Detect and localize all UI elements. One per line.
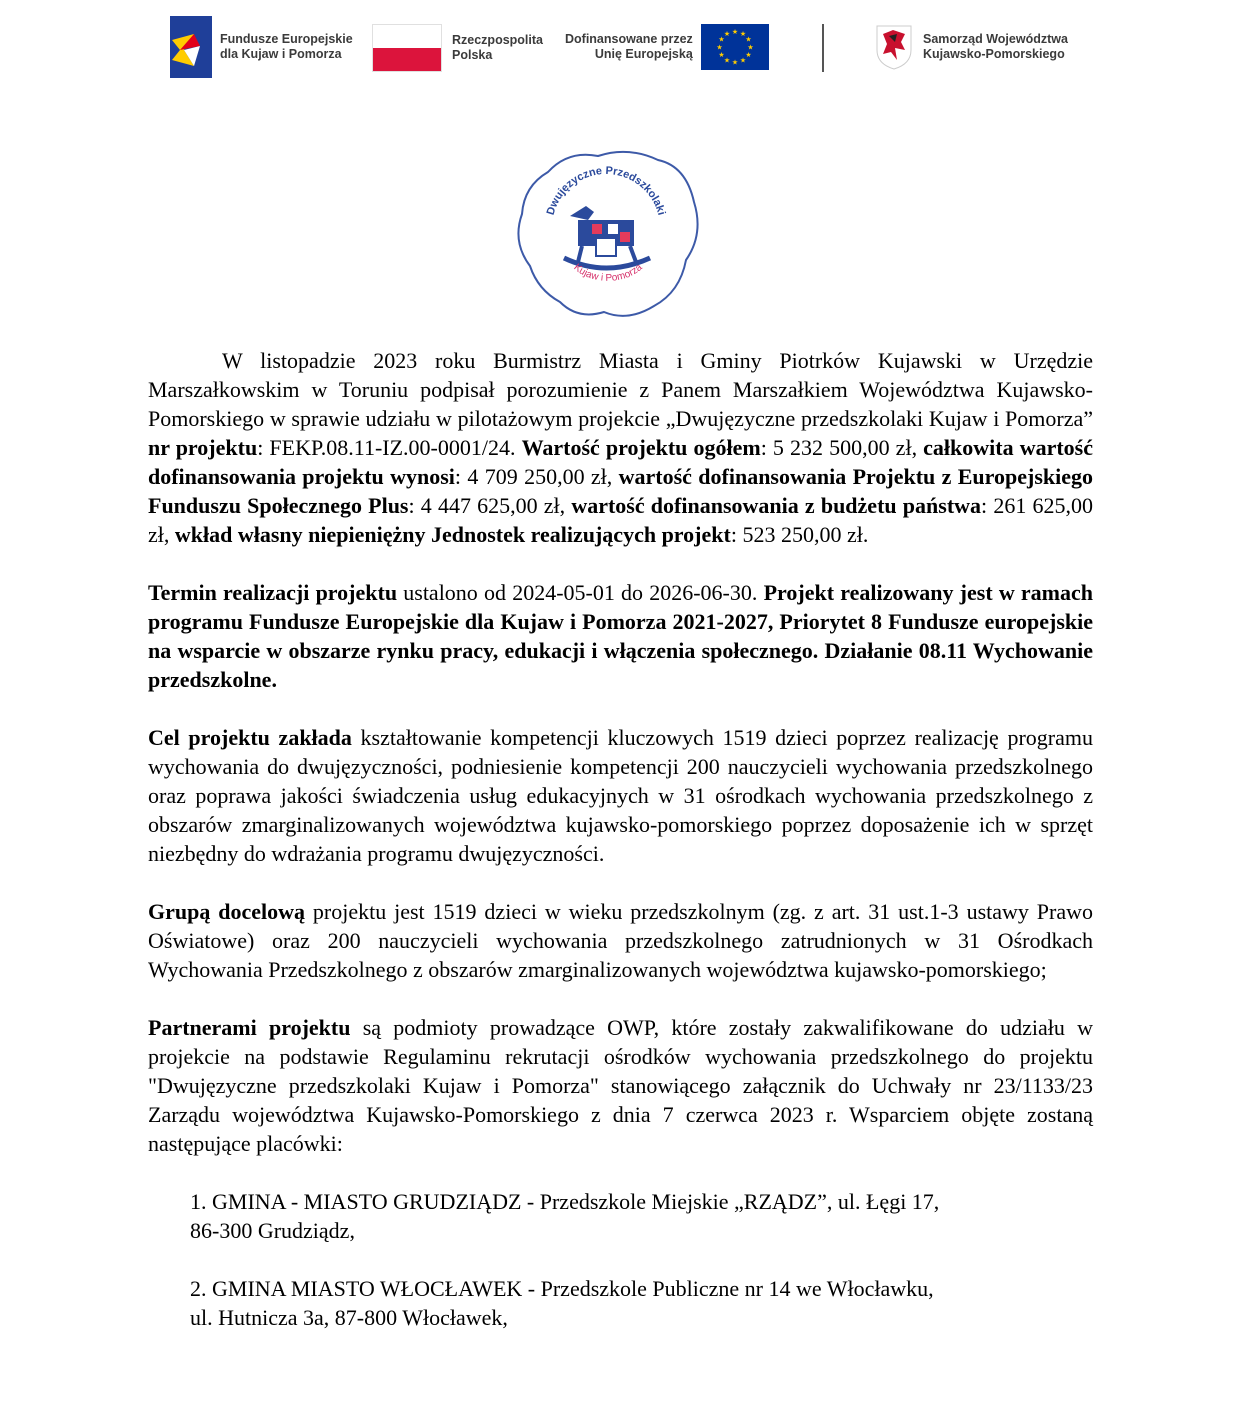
svg-text:★: ★	[731, 58, 738, 67]
rocking-horse-icon	[564, 206, 650, 268]
svg-text:★: ★	[718, 35, 725, 44]
list-item-line: 2. GMINA MIASTO WŁOCŁAWEK - Przedszkole Publiczne nr 14 we Włocławku,	[190, 1276, 934, 1301]
svg-text:★: ★	[718, 51, 725, 59]
paragraph-timeline	[148, 578, 1093, 694]
bold-text: Grupą docelową	[148, 899, 306, 924]
fe-logo-line2: dla Kujaw i Pomorza	[220, 47, 342, 61]
bold-text: nr projektu	[148, 435, 258, 460]
svg-text:★: ★	[739, 30, 746, 38]
list-item	[190, 1187, 1050, 1245]
fundusze-europejskie-logo	[170, 16, 360, 78]
svg-text:★: ★	[716, 43, 723, 52]
bold-text: wartość dofinansowania z budżetu państwa	[571, 493, 982, 518]
svg-text:★: ★	[731, 28, 738, 36]
text: są podmioty prowadzące OWP, które zostały zakwalifikowane do udziału w projekcie na podstawie Regulaminu rekrutacji ośrodków wychowania przedszkolnego do projektu "Dwujęzyczne przedszkolaki Kujaw i Pomorza" stanowiącego załącznik do Uchwały nr 23/1133/23 Zarządu województwa Kujawsko-Pomorskiego z dnia 7 czerwca 2023 r. Wsparciem objęte zostaną następujące placówki:	[148, 1015, 1093, 1156]
paragraph-partners	[148, 1013, 1093, 1158]
bold-text: Wartość projektu ogółem	[521, 435, 761, 460]
paragraph-goal	[148, 723, 1093, 868]
svg-text:★: ★	[739, 56, 746, 65]
bold-text: całkowita wartość dofinansowania projektu wynosi	[148, 435, 1094, 489]
eu-logo-line1: Dofinansowane przez	[565, 32, 693, 46]
kp-logo-line1: Samorząd Województwa	[923, 32, 1068, 46]
header-logos	[160, 12, 1090, 82]
eu-funding-logo	[565, 24, 769, 70]
bold-text: wartość dofinansowania Projektu z Europejskiego Funduszu Społecznego Plus	[148, 464, 1093, 518]
svg-text:★: ★	[747, 43, 754, 52]
text: : 4 709 250,00 zł,	[454, 464, 619, 489]
text: kształtowanie kompetencji kluczowych 1519 dzieci poprzez realizację programu wychowania do dwujęzyczności, podniesienie kompetencji 200 nauczycieli wychowania przedszkolnego oraz poprawa jakości świadczenia usług edukacyjnych w 31 ośrodkach wychowania przedszkolnego z obszarów zmarginalizowanych województwa kujawsko-pomorskiego poprzez doposażenie ich w sprzęt niezbędny do wdrażania programu dwujęzyczności.	[148, 725, 1093, 866]
emblem-top-text: Dwujęzyczne Przedszkolaki	[544, 164, 668, 217]
pl-logo-line2: Polska	[452, 48, 493, 62]
text: ustalono od 2024-05-01 do 2026-06-30.	[397, 580, 764, 605]
list-item-line: 86-300 Grudziądz,	[190, 1218, 355, 1243]
fe-star-icon	[170, 16, 212, 78]
bold-text: Cel projektu zakłada	[148, 725, 352, 750]
eu-logo-line2: Unię Europejską	[594, 47, 693, 61]
text: : FEKP.08.11-IZ.00-0001/24.	[257, 435, 522, 460]
list-item-line: ul. Hutnicza 3a, 87-800 Włocławek,	[190, 1305, 508, 1330]
polish-flag-icon	[372, 24, 442, 72]
coat-of-arms-icon	[875, 24, 913, 70]
text: : 523 250,00 zł.	[730, 522, 869, 547]
svg-text:★: ★	[745, 51, 752, 59]
document-body	[148, 346, 1093, 1332]
logo-separator	[822, 24, 824, 72]
paragraph-agreement	[148, 346, 1093, 549]
text: : 4 447 625,00 zł,	[408, 493, 572, 518]
emblem-bottom-text: Kujaw i Pomorza	[571, 261, 645, 284]
text: W listopadzie 2023 roku Burmistrz Miasta i Gminy Piotrków Kujawski w Urzędzie Marszałkowskim w Toruniu podpisał porozumienie z Panem Marszałkiem Województwa Kujawsko-Pomorskiego w sprawie udziału w pilotażowym projekcie „Dwujęzyczne przedszkolaki Kujaw i Pomorza”	[148, 348, 1093, 431]
text: projektu jest 1519 dzieci w wieku przedszkolnym (zg. z art. 31 ust.1-3 ustawy Prawo Oświatowe) oraz 200 nauczycieli wychowania przedszkolnego zatrudnionych w 31 Ośrodkach Wychowania Przedszkolnego z obszarów zmarginalizowanych województwa kujawsko-pomorskiego;	[148, 899, 1093, 982]
text: : 261 625,00 zł,	[148, 493, 1093, 547]
pl-logo-line1: Rzeczpospolita	[452, 33, 543, 47]
svg-text:★: ★	[723, 56, 730, 65]
bold-text: Projekt realizowany jest w ramach programu Fundusze Europejskie dla Kujaw i Pomorza 2021-2027, Priorytet 8 Fundusze europejskie na wsparcie w obszarze rynku pracy, edukacji i włączenia społecznego. Działanie 08.11 Wychowanie przedszkolne.	[148, 580, 1094, 692]
bold-text: Termin realizacji projektu	[148, 580, 398, 605]
eu-flag-icon	[701, 24, 769, 70]
samorzad-kujawsko-pomorskie-logo	[875, 24, 1068, 70]
svg-text:★: ★	[723, 30, 730, 38]
svg-text:★: ★	[745, 35, 752, 44]
list-item-line: 1. GMINA - MIASTO GRUDZIĄDZ - Przedszkole Miejskie „RZĄDZ”, ul. Łęgi 17,	[190, 1189, 940, 1214]
text: : 5 232 500,00 zł,	[760, 435, 924, 460]
list-item	[190, 1274, 1050, 1332]
project-emblem	[508, 142, 704, 324]
kp-logo-line2: Kujawsko-Pomorskiego	[923, 47, 1065, 61]
bold-text: wkład własny niepieniężny Jednostek realizujących projekt	[174, 522, 731, 547]
paragraph-target-group	[148, 897, 1093, 984]
bold-text: Partnerami projektu	[148, 1015, 351, 1040]
rzeczpospolita-polska-logo	[372, 24, 543, 72]
fe-logo-line1: Fundusze Europejskie	[220, 32, 353, 46]
